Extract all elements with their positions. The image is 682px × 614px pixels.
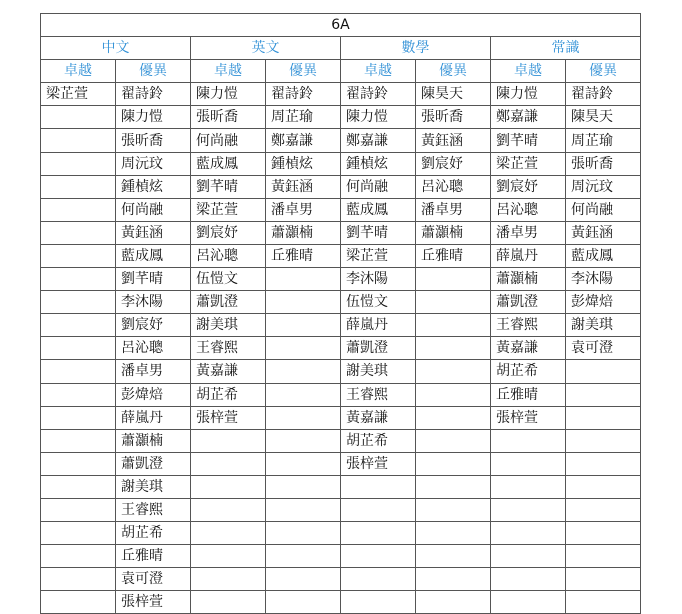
subject-general-studies: 常識 [491,37,641,60]
name-cell [566,383,641,406]
table-row [41,429,641,452]
name-cell [491,545,566,568]
name-cell: 陳昊天 [416,83,491,106]
subject-english: 英文 [191,37,341,60]
name-cell: 鄭嘉謙 [341,129,416,152]
name-cell: 翟詩鈴 [116,83,191,106]
name-cell: 陳力愷 [116,106,191,129]
category-excellent: 卓越 [341,60,416,83]
name-cell: 謝美琪 [341,360,416,383]
name-cell [191,545,266,568]
name-cell [41,475,116,498]
name-cell [491,498,566,521]
table-row [41,268,641,291]
name-cell [266,337,341,360]
name-cell [41,268,116,291]
table-row [41,106,641,129]
table-row [41,360,641,383]
name-cell [341,475,416,498]
name-cell [416,545,491,568]
name-cell: 呂沁聰 [191,244,266,267]
category-row [41,60,641,83]
name-cell [491,475,566,498]
name-cell [566,591,641,614]
name-cell [266,429,341,452]
name-cell: 李沐陽 [341,268,416,291]
name-cell [566,429,641,452]
name-cell [566,545,641,568]
name-cell: 劉芊晴 [341,221,416,244]
name-cell [41,175,116,198]
name-cell: 袁可澄 [566,337,641,360]
name-cell [266,545,341,568]
table-row [41,591,641,614]
name-cell [266,406,341,429]
name-cell [41,591,116,614]
name-cell: 彭煒焙 [566,291,641,314]
name-cell: 潘卓男 [266,198,341,221]
name-cell [416,314,491,337]
name-cell: 陳力愷 [491,83,566,106]
table-row [41,198,641,221]
name-cell: 謝美琪 [116,475,191,498]
table-row [41,522,641,545]
name-cell: 薛嵐丹 [491,244,566,267]
name-cell [41,406,116,429]
name-cell: 蕭灝楠 [116,429,191,452]
name-cell: 張昕喬 [416,106,491,129]
name-cell [41,221,116,244]
name-cell [41,337,116,360]
name-cell [266,268,341,291]
name-cell: 謝美琪 [191,314,266,337]
name-cell: 藍成鳳 [566,244,641,267]
table-row [41,244,641,267]
subject-row [41,37,641,60]
name-cell: 翟詩鈴 [266,83,341,106]
name-cell: 劉宸妤 [116,314,191,337]
table-row [41,568,641,591]
category-good: 優異 [266,60,341,83]
name-cell [416,591,491,614]
subject-chinese: 中文 [41,37,191,60]
name-cell [566,452,641,475]
name-cell: 張梓萱 [191,406,266,429]
name-cell: 梁芷萱 [341,244,416,267]
name-cell: 丘雅晴 [266,244,341,267]
name-cell: 蕭灝楠 [266,221,341,244]
table-row [41,221,641,244]
table-row [41,498,641,521]
category-good: 優異 [116,60,191,83]
name-cell: 黃鈺涵 [416,129,491,152]
name-cell: 張昕喬 [116,129,191,152]
name-cell: 劉宸妤 [491,175,566,198]
name-cell [416,498,491,521]
name-cell [266,314,341,337]
name-cell [341,522,416,545]
name-cell: 梁芷萱 [41,83,116,106]
name-cell: 潘卓男 [491,221,566,244]
name-cell: 周沅玟 [116,152,191,175]
name-cell: 劉芊晴 [116,268,191,291]
name-cell: 藍成鳳 [116,244,191,267]
name-cell [41,545,116,568]
name-cell [41,452,116,475]
name-cell: 梁芷萱 [491,152,566,175]
name-cell: 王睿熙 [341,383,416,406]
name-cell [491,429,566,452]
table-row [41,383,641,406]
name-cell: 張昕喬 [566,152,641,175]
name-cell: 王睿熙 [491,314,566,337]
table-row [41,152,641,175]
name-cell: 潘卓男 [116,360,191,383]
name-cell: 鍾楨炫 [266,152,341,175]
name-cell [341,591,416,614]
name-cell: 何尚融 [116,198,191,221]
name-cell [266,360,341,383]
name-cell [191,498,266,521]
honor-roll-table [40,13,641,614]
name-cell [41,429,116,452]
category-good: 優異 [416,60,491,83]
name-cell [41,106,116,129]
name-cell [566,360,641,383]
name-cell [266,475,341,498]
name-cell: 蕭凱澄 [116,452,191,475]
table-row [41,314,641,337]
name-cell [566,406,641,429]
name-cell: 黃鈺涵 [266,175,341,198]
name-cell: 劉宸妤 [191,221,266,244]
name-cell: 胡芷希 [341,429,416,452]
name-cell: 薛嵐丹 [341,314,416,337]
table-row [41,475,641,498]
name-cell [416,291,491,314]
name-cell [491,522,566,545]
name-cell: 劉芊晴 [191,175,266,198]
name-cell: 胡芷希 [116,522,191,545]
name-cell [341,568,416,591]
name-cell [416,383,491,406]
name-cell: 陳昊天 [566,106,641,129]
name-cell: 呂沁聰 [416,175,491,198]
name-cell: 蕭凱澄 [341,337,416,360]
name-cell [191,591,266,614]
table-row [41,129,641,152]
name-cell [566,568,641,591]
category-excellent: 卓越 [41,60,116,83]
name-cell: 張梓萱 [341,452,416,475]
name-cell [491,452,566,475]
name-cell [41,244,116,267]
name-cell: 王睿熙 [191,337,266,360]
name-cell: 蕭灝楠 [491,268,566,291]
name-cell: 何尚融 [191,129,266,152]
name-cell [416,360,491,383]
name-cell: 黃嘉謙 [341,406,416,429]
name-cell [266,291,341,314]
name-cell [566,522,641,545]
name-cell [566,475,641,498]
name-cell [416,429,491,452]
name-cell: 潘卓男 [416,198,491,221]
name-cell: 梁芷萱 [191,198,266,221]
name-cell [191,475,266,498]
name-cell [41,360,116,383]
name-cell: 何尚融 [341,175,416,198]
name-cell [416,452,491,475]
table-row [41,291,641,314]
category-excellent: 卓越 [491,60,566,83]
name-cell [191,522,266,545]
name-cell [416,406,491,429]
name-cell: 陳力愷 [341,106,416,129]
name-cell [566,498,641,521]
name-cell [191,452,266,475]
name-cell: 丘雅晴 [116,545,191,568]
name-cell [41,498,116,521]
name-cell: 何尚融 [566,198,641,221]
name-cell [41,291,116,314]
name-cell: 蕭灝楠 [416,221,491,244]
name-cell: 鍾楨炫 [116,175,191,198]
category-excellent: 卓越 [191,60,266,83]
name-cell: 袁可澄 [116,568,191,591]
title-row [41,14,641,37]
table-row [41,175,641,198]
name-cell [41,314,116,337]
name-cell: 張昕喬 [191,106,266,129]
name-cell [266,498,341,521]
name-cell: 薛嵐丹 [116,406,191,429]
name-cell: 張梓萱 [116,591,191,614]
name-cell [266,591,341,614]
name-cell [191,429,266,452]
table-row [41,452,641,475]
name-cell: 呂沁聰 [491,198,566,221]
name-cell: 蕭凱澄 [491,291,566,314]
table-row [41,545,641,568]
name-cell: 蕭凱澄 [191,291,266,314]
name-cell: 王睿熙 [116,498,191,521]
name-cell: 鍾楨炫 [341,152,416,175]
name-cell [341,498,416,521]
table-row [41,337,641,360]
name-cell: 呂沁聰 [116,337,191,360]
name-cell: 黃嘉謙 [191,360,266,383]
name-cell [191,568,266,591]
name-cell [491,568,566,591]
name-cell: 陳力愷 [191,83,266,106]
name-cell [416,475,491,498]
category-good: 優異 [566,60,641,83]
name-cell [266,383,341,406]
name-cell [41,383,116,406]
name-cell: 丘雅晴 [491,383,566,406]
table-row [41,406,641,429]
name-cell: 劉芊晴 [491,129,566,152]
name-cell: 張梓萱 [491,406,566,429]
name-cell: 丘雅晴 [416,244,491,267]
name-cell [416,522,491,545]
name-cell [416,337,491,360]
name-cell: 李沐陽 [566,268,641,291]
name-cell: 鄭嘉謙 [266,129,341,152]
name-cell: 胡芷希 [491,360,566,383]
table-row [41,83,641,106]
name-cell: 藍成鳳 [191,152,266,175]
name-cell: 周芷瑜 [266,106,341,129]
name-cell: 胡芷希 [191,383,266,406]
name-cell: 翟詩鈴 [566,83,641,106]
name-cell: 黃鈺涵 [116,221,191,244]
name-cell: 翟詩鈴 [341,83,416,106]
name-cell: 彭煒焙 [116,383,191,406]
name-cell: 黃嘉謙 [491,337,566,360]
name-cell [341,545,416,568]
name-cell: 周芷瑜 [566,129,641,152]
name-cell [41,129,116,152]
name-cell [41,198,116,221]
subject-math: 數學 [341,37,491,60]
name-cell: 黃鈺涵 [566,221,641,244]
name-cell: 伍愷文 [191,268,266,291]
name-cell [41,568,116,591]
name-cell: 李沐陽 [116,291,191,314]
name-cell: 鄭嘉謙 [491,106,566,129]
name-cell [491,591,566,614]
name-cell [416,568,491,591]
name-cell [266,522,341,545]
name-cell: 周沅玟 [566,175,641,198]
name-cell: 劉宸妤 [416,152,491,175]
name-cell [41,522,116,545]
name-cell: 藍成鳳 [341,198,416,221]
name-cell: 謝美琪 [566,314,641,337]
name-cell [266,568,341,591]
name-cell: 伍愷文 [341,291,416,314]
name-cell [41,152,116,175]
class-title: 6A [41,14,641,37]
name-cell [416,268,491,291]
name-cell [266,452,341,475]
